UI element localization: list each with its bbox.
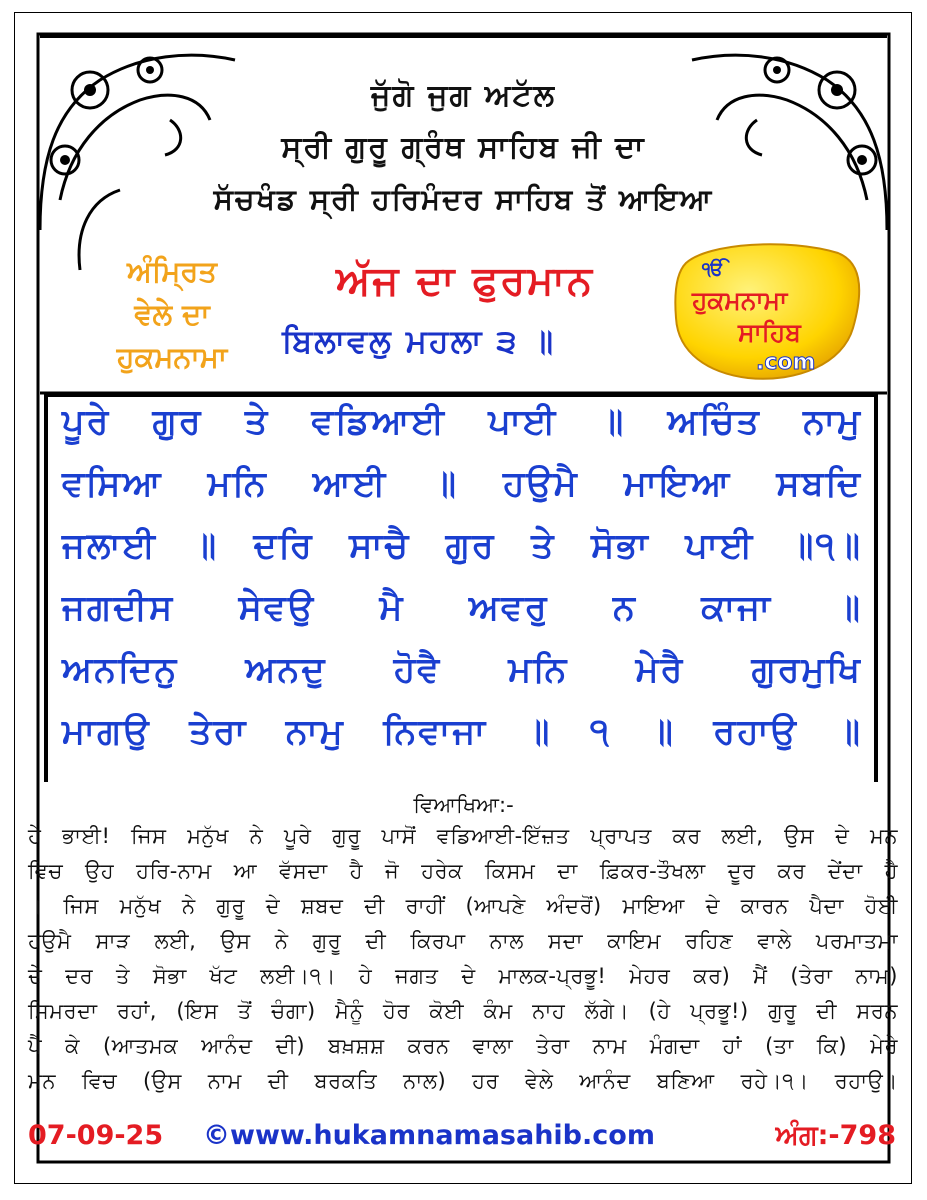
website-link[interactable]: ©www.hukamnamasahib.com [203,1120,655,1151]
page-title: ਅੱਜ ਦਾ ਫੁਰਮਾਨ [336,258,594,304]
shabad-line: ਜਲਾਈ ॥ ਦਰਿ ਸਾਚੈ ਗੁਰ ਤੇ ਸੋਭਾ ਪਾਈ ॥੧॥ [62,526,862,566]
logo-line-1: ਹੁਕਮਨਾਮਾ [692,286,788,315]
logo-line-2: ਸਾਹਿਬ [738,318,801,347]
vyakhya-line: ਹੇ ਭਾਈ! ਜਿਸ ਮਨੁੱਖ ਨੇ ਪੂਰੇ ਗੁਰੂ ਪਾਸੋਂ ਵਡਿਆਈ-ਇੱਜ਼ਤ ਪ੍ਰਾਪਤ ਕਰ ਲਈ, ਉਸ ਦੇ ਮਨ [28,824,898,848]
shabad-line: ਜਗਦੀਸ ਸੇਵਉ ਮੈ ਅਵਰੁ ਨ ਕਾਜਾ ॥ [62,588,862,628]
logo-line-3: .com [756,350,816,375]
vyakhya-line: ਵਿਚ ਉਹ ਹਰਿ-ਨਾਮ ਆ ਵੱਸਦਾ ਹੈ ਜੋ ਹਰੇਕ ਕਿਸਮ ਦਾ ਫ਼ਿਕਰ-ਤੌਖਲਾ ਦੂਰ ਕਰ ਦੇਂਦਾ ਹੈ [28,859,898,883]
vyakhya-line: । ਜਿਸ ਮਨੁੱਖ ਨੇ ਗੁਰੂ ਦੇ ਸ਼ਬਦ ਦੀ ਰਾਹੀਂ (ਆਪਣੇ ਅੰਦਰੋਂ) ਮਾਇਆ ਦੇ ਕਾਰਨ ਪੈਦਾ ਹੋਈ [28,894,898,918]
shabad-line: ਵਸਿਆ ਮਨਿ ਆਈ ॥ ਹਉਮੈ ਮਾਇਆ ਸਬਦਿ [62,464,862,504]
vyakhya-line: ਪੈ ਕੇ (ਆਤਮਕ ਆਨੰਦ ਦੀ) ਬਖ਼ਸ਼ਸ਼ ਕਰਨ ਵਾਲਾ ਤੇਰਾ ਨਾਮ ਮੰਗਦਾ ਹਾਂ (ਤਾ ਕਿ) ਮੇਰੇ [28,1034,898,1058]
amrit-line-1: ਅੰਮ੍ਰਿਤ [127,254,217,288]
shabad-line: ਪੂਰੇ ਗੁਰ ਤੇ ਵਡਿਆਈ ਪਾਈ ॥ ਅਚਿੰਤ ਨਾਮੁ [62,402,862,442]
amrit-line-3: ਹੁਕਮਨਾਮਾ [116,340,228,374]
header-line-3: ਸੱਚਖੰਡ ਸ੍ਰੀ ਹਰਿਮੰਦਰ ਸਾਹਿਬ ਤੋਂ ਆਇਆ [213,182,714,216]
raag-heading: ਬਿਲਾਵਲੁ ਮਹਲਾ ੩ ॥ [282,322,556,360]
ek-onkar-glyph: ੴ [702,259,724,280]
vyakhya-line: ਦੇ ਦਰ ਤੇ ਸੋਭਾ ਖੱਟ ਲਈ।੧। ਹੇ ਜਗਤ ਦੇ ਮਾਲਕ-ਪ੍ਰਭੂ! ਮੇਹਰ ਕਰ) ਮੈਂ (ਤੇਰਾ ਨਾਮ) [28,964,898,988]
vyakhya-label: ਵਿਆਖਿਆ:- [413,793,514,817]
header-line-1: ਜੁੱਗੋ ਜੁਗ ਅਟੱਲ [370,78,557,113]
vyakhya-line: ਮਨ ਵਿਚ (ਉਸ ਨਾਮ ਦੀ ਬਰਕਤਿ ਨਾਲ) ਹਰ ਵੇਲੇ ਆਨੰਦ ਬਣਿਆ ਰਹੇ।੧। ਰਹਾਉ। [28,1069,898,1093]
date-label: 07-09-25 [28,1120,164,1151]
shabad-line: ਮਾਗਉ ਤੇਰਾ ਨਾਮੁ ਨਿਵਾਜਾ ॥ ੧ ॥ ਰਹਾਉ ॥ [62,712,862,752]
vyakhya-line: ਹਉਮੈ ਸਾੜ ਲਈ, ਉਸ ਨੇ ਗੁਰੂ ਦੀ ਕਿਰਪਾ ਨਾਲ ਸਦਾ ਕਾਇਮ ਰਹਿਣ ਵਾਲੇ ਪਰਮਾਤਮਾ [28,929,898,953]
amrit-line-2: ਵੇਲੇ ਦਾ [134,297,210,331]
footer [28,1120,896,1156]
hukamnama-sahib-logo [668,233,868,393]
vyakhya-line: ਸਿਮਰਦਾ ਰਹਾਂ, (ਇਸ ਤੋਂ ਚੰਗਾ) ਮੈਨੂੰ ਹੋਰ ਕੋਈ ਕੰਮ ਨਾਹ ਲੱਗੇ। (ਹੇ ਪ੍ਰਭੂ!) ਗੁਰੂ ਦੀ ਸਰਨ [28,999,898,1023]
header-line-2: ਸ੍ਰੀ ਗੁਰੂ ਗ੍ਰੰਥ ਸਾਹਿਬ ਜੀ ਦਾ [281,130,646,165]
amrit-vele-label [82,250,262,379]
ang-label: ਅੰਗ:-798 [775,1120,896,1151]
shabad-line: ਅਨਦਿਨੁ ਅਨਦੁ ਹੋਵੈ ਮਨਿ ਮੇਰੈ ਗੁਰਮੁਖਿ [62,650,862,690]
